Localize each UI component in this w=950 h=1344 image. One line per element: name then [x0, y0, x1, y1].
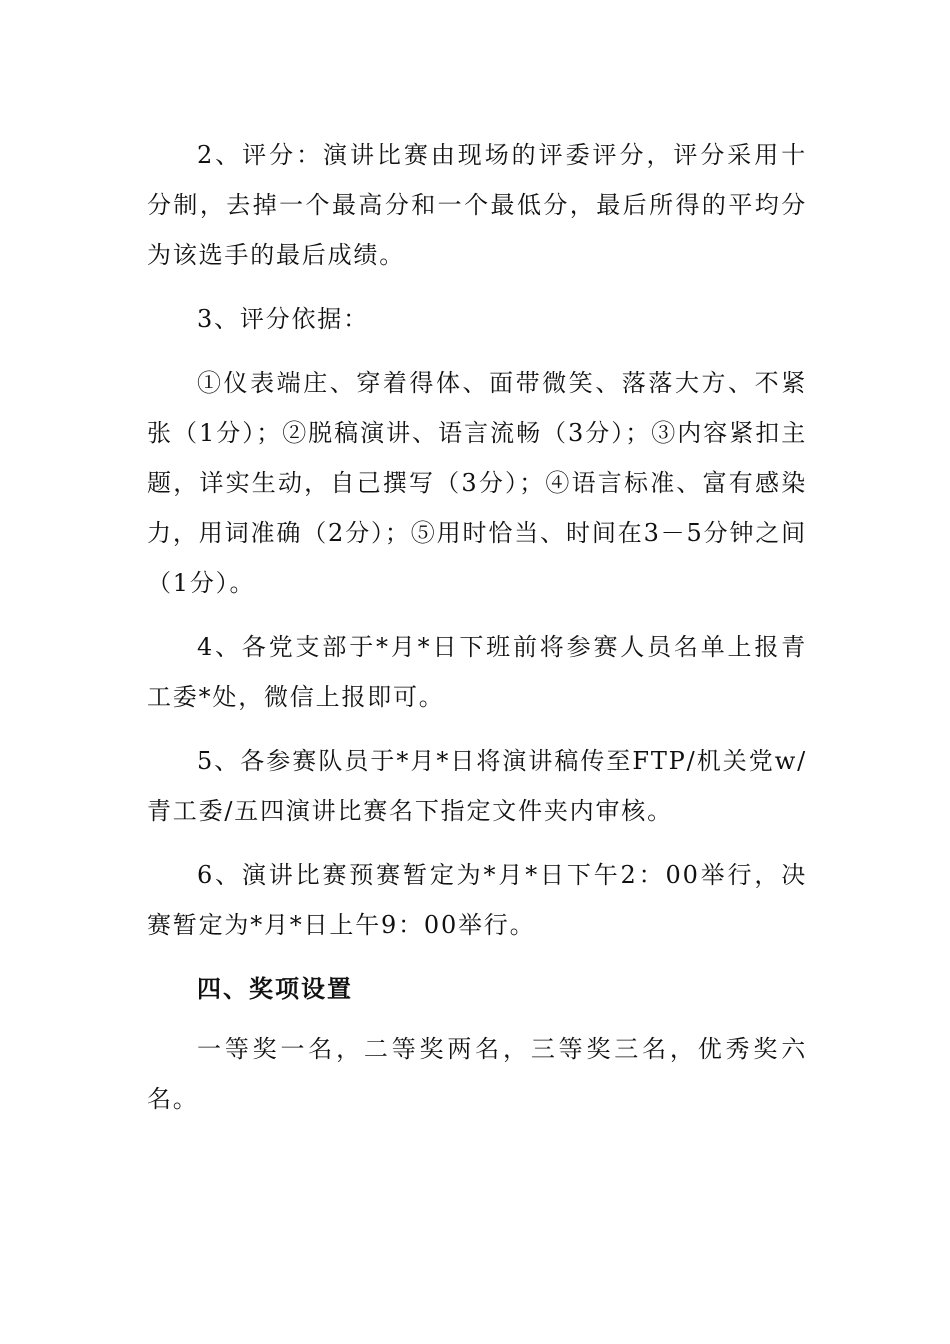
- section-heading-awards: 四、奖项设置: [197, 975, 353, 1003]
- paragraph-registration: 4、各党支部于*月*日下班前将参赛人员名单上报青工委*处，微信上报即可。: [147, 633, 807, 711]
- paragraph-awards: 一等奖一名，二等奖两名，三等奖三名，优秀奖六名。: [147, 1035, 807, 1113]
- paragraph-scoring: 2、评分：演讲比赛由现场的评委评分，评分采用十分制，去掉一个最高分和一个最低分，最后所得的平均分为该选手的最后成绩。: [147, 141, 807, 269]
- paragraph-scoring-basis-title: 3、评分依据：: [197, 305, 369, 333]
- paragraph-schedule: 6、演讲比赛预赛暂定为*月*日下午2：00举行，决赛暂定为*月*日上午9：00举行。: [147, 861, 807, 939]
- paragraph-speech-submission: 5、各参赛队员于*月*日将演讲稿传至FTP/机关党w/青工委/五四演讲比赛名下指定文件夹内审核。: [147, 747, 807, 825]
- paragraph-scoring-criteria: ①仪表端庄、穿着得体、面带微笑、落落大方、不紧张（1分）；②脱稿演讲、语言流畅（3分）；③内容紧扣主题，详实生动，自己撰写（3分）；④语言标准、富有感染力，用词准确（2分）；⑤用时恰当、时间在3－5分钟之间（1分）。: [147, 369, 807, 597]
- document-body: [147, 130, 807, 1138]
